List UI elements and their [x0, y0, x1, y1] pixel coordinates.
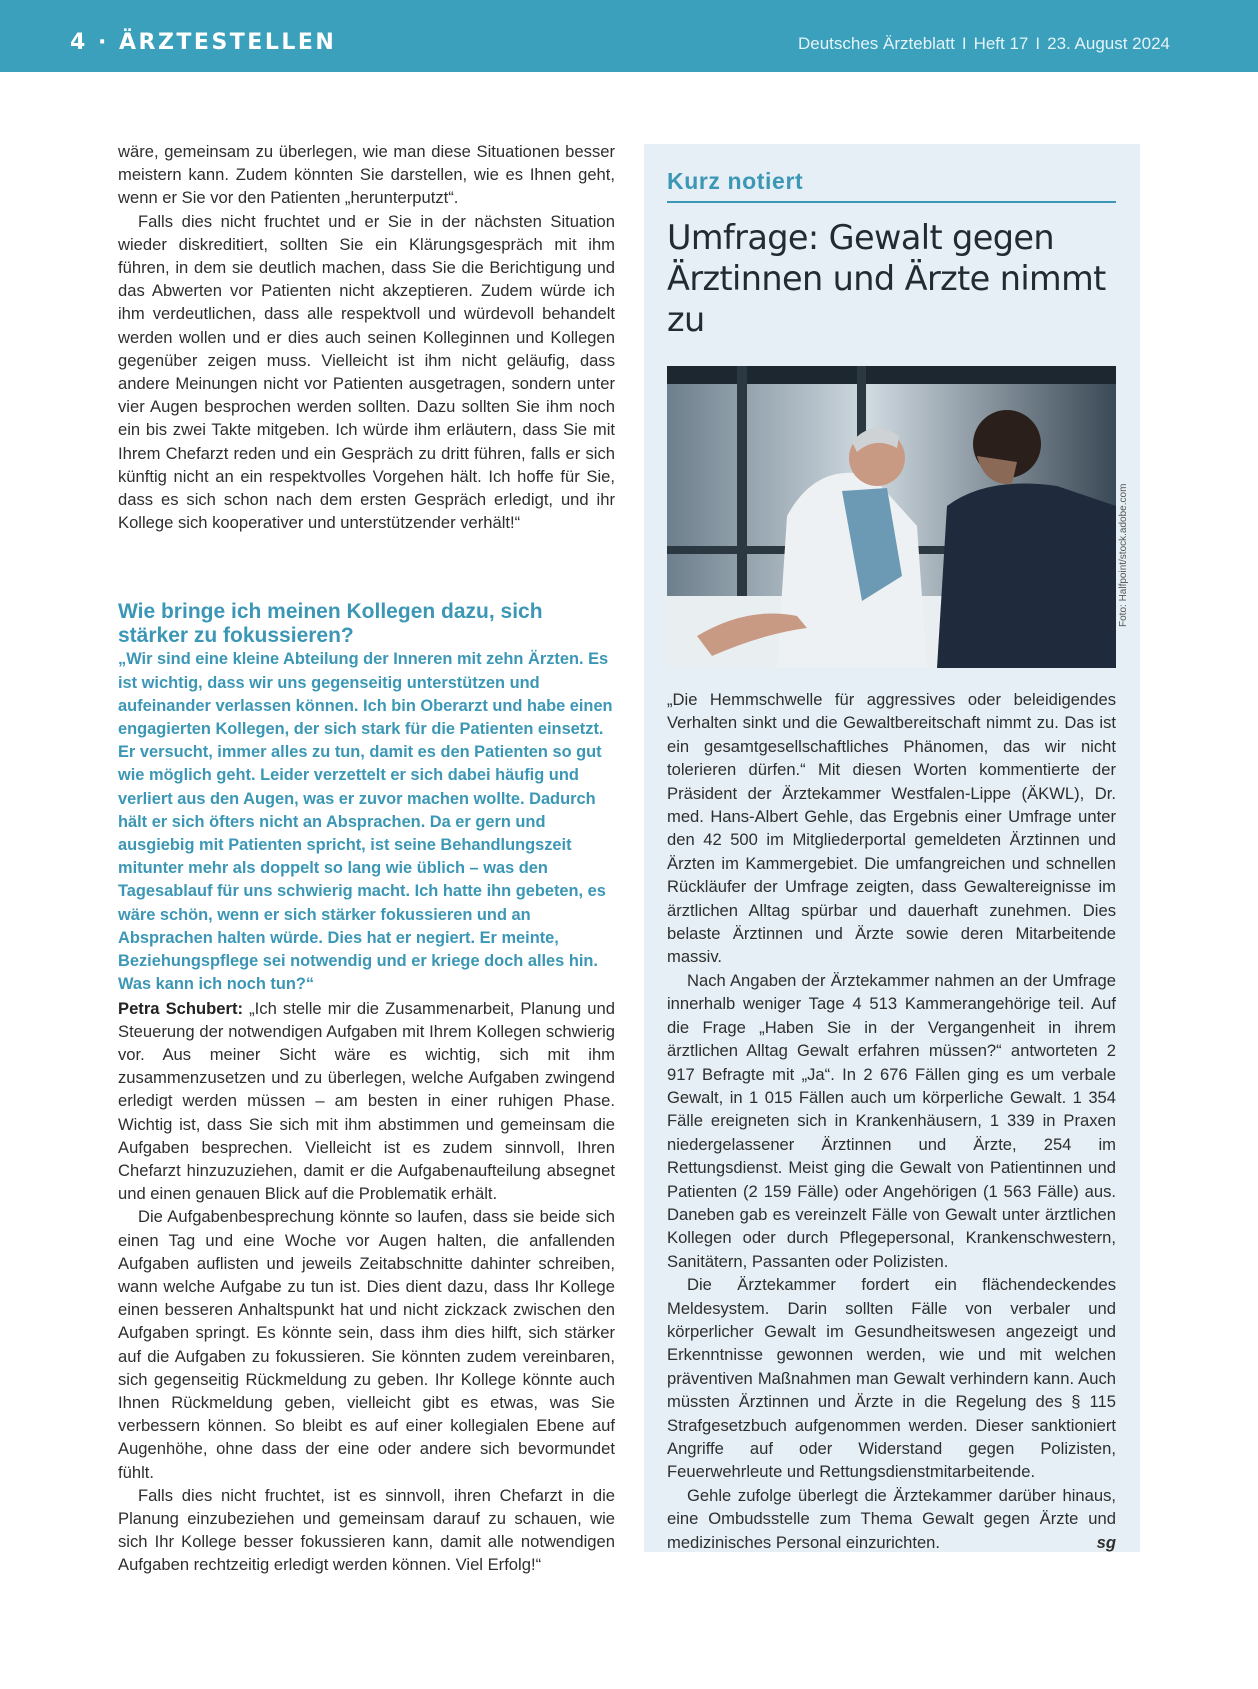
- answer-paragraph-1: [118, 997, 615, 1206]
- box-headline: Umfrage: Gewalt gegen Ärztinnen und Ärzte nimmt zu: [667, 218, 1106, 339]
- box-kicker: Kurz notiert: [667, 168, 1116, 203]
- author-signature: sg: [1096, 1532, 1116, 1552]
- box-paragraph-4: [667, 1484, 1116, 1554]
- box-paragraph-3: Die Ärztekammer fordert ein flächendeckendes Meldesystem. Darin sollten Fälle von verbaler und körperlicher Gewalt im Gesundheitswesen angezeigt und Erkenntnisse gewonnen werden, wie und mit welchen präventiven Maßnahmen man Gewalt verhindern kann. Auch müssten Ärztinnen und Ärzte in die Regelung des § 115 Strafgesetzbuch aufgenommen werden. Dieser sanktioniert Angriffe auf oder Widerstand gegen Polizisten, Feuerwehrleute und Rettungsdienstmitarbeitende.: [667, 1275, 1116, 1482]
- page-header-bar: [0, 0, 1258, 72]
- left-column: [118, 140, 615, 1577]
- box-paragraph-1: „Die Hemmschwelle für aggressives oder beleidigendes Verhalten sinkt und die Gewaltbereitschaft nimmt zu. Das ist ein gesamtgesellschaftliches Phänomen, das wir nicht tolerieren dürfen.“ Mit diesen Worten kommentierte der Präsident der Ärztekammer Westfalen-Lippe (ÄKWL), Dr. med. Hans-Albert Gehle, das Ergebnis einer Umfrage unter den 42 500 im Mitgliederportal gemeldeten Ärztinnen und Ärzten im Kammergebiet. Die umfangreichen und schnellen Rückläufer der Umfrage zeigten, dass Gewaltereignisse im ärztlichen Alltag spürbar und dauerhaft zunehmen. Dies belaste Ärztinnen und Ärzte sowie deren Mitarbeitende massiv.: [667, 690, 1116, 967]
- answer-text-1: „Ich stelle mir die Zusammenarbeit, Planung und Steuerung der notwendigen Aufgaben mit Ihrem Kollegen schwierig vor. Aus meiner Sicht wäre es wichtig, sich mit ihm zusammenzusetzen und zu überlegen, welche Aufgaben zwingend erledigt werden müssen – am besten in einer ruhigen Phase. Wichtig ist, dass Sie sich mit ihm abstimmen und gemeinsam die Aufgaben besprechen. Vielleicht ist es zudem sinnvoll, Ihren Chefarzt hinzuzuziehen, damit er die Aufgabenaufteilung absegnet und einen genauen Blick auf die Problematik erhält.: [118, 998, 615, 1204]
- box-paragraph-4-text: Gehle zufolge überlegt die Ärztekammer darüber hinaus, eine Ombudsstelle zum Thema Gewalt gegen Ärzte und medizinisches Personal einzurichten.: [667, 1485, 1116, 1552]
- photo-illustration: [667, 366, 1116, 668]
- issue-number: Heft 17: [973, 34, 1029, 53]
- left-paragraph-2: Falls dies nicht fruchtet und er Sie in der nächsten Situation wieder diskreditiert, sollten Sie ein Klärungsgespräch mit ihm führen, in dem sie deutlich machen, dass Sie die Berichtigung und das Abwerten vor Patienten nicht akzeptieren. Zudem würde ich ihm verdeutlichen, dass alle respektvoll und würdevoll behandelt werden wollen und er dies auch seinen Kolleginnen und Kollegen gegenüber zeigen muss. Vielleicht ist ihm nicht geläufig, dass andere Meinungen nicht vor Patienten ausgetragen, sondern unter vier Augen besprochen werden sollten. Dazu sollten Sie ihm noch ein bis zwei Takte mitgeben. Ich würde ihm erläutern, dass Sie mit Ihrem Chefarzt reden und ein Gespräch zu dritt führen, falls er sich künftig nicht an ein respektvolles Vorgehen hält. Ich hoffe für Sie, dass es sich schon nach dem ersten Gespräch erledigt, und ihr Kollege sich kooperativer und unterstützender verhält!“: [118, 211, 615, 533]
- photo-credit: [1118, 481, 1128, 627]
- answer-author: Petra Schubert:: [118, 998, 244, 1018]
- journal-name: Deutsches Ärzteblatt: [797, 34, 955, 53]
- section-title: 4 · ÄRZTESTELLEN: [70, 30, 337, 55]
- photo-doctor-confrontation: [667, 366, 1116, 668]
- answer-paragraph-2: Die Aufgabenbesprechung könnte so laufen, dass sie beide sich einen Tag und eine Woche vor Augen halten, die anfallenden Aufgaben auflisten und jeweils Zeitabschnitte dahinter schreiben, wann welche Aufgabe zu tun ist. Dies dient dazu, dass Ihr Kollege einen besseren Anhaltspunkt hat und nicht zickzack zwischen den Aufgaben springt. Es könnte sein, dass ihm dies hilft, sich stärker auf die Aufgaben zu fokussieren. Sie könnten zudem vereinbaren, sich gegenseitig Rückmeldung zu geben. Ihr Kollege könnte auch Ihnen Rückmeldung geben, vielleicht gibt es etwas, was Sie verbessern können. So bleibt es auf einer kollegialen Ebene auf Augenhöhe, ohne dass der eine oder andere sich bevormundet fühlt.: [118, 1207, 615, 1482]
- question-heading: Wie bringe ich meinen Kollegen dazu, sich stärker zu fokussieren?: [118, 600, 543, 648]
- box-body: [667, 688, 1116, 1554]
- issue-info: Deutsches Ärzteblatt I Heft 17 I 23. August 2024: [797, 34, 1170, 53]
- left-paragraph-1: wäre, gemeinsam zu überlegen, wie man diese Situationen besser meistern kann. Zudem könnten Sie darstellen, wie es Ihnen geht, wenn er Sie vor den Patienten „herunterputzt“.: [118, 142, 615, 208]
- box-paragraph-2: Nach Angaben der Ärztekammer nahmen an der Umfrage innerhalb weniger Tage 4 513 Kammerangehörige teil. Auf die Frage „Haben Sie in der Vergangenheit in ihrem ärztlichen Alltag Gewalt erfahren müssen?“ antworteten 2 917 Befragte mit „Ja“. In 2 676 Fällen ging es um verbale Gewalt, in 1 015 Fällen auch um körperliche Gewalt. 1 354 Fälle ereigneten sich in Krankenhäusern, 1 339 in Praxen niedergelassener Ärztinnen und Ärzte, 254 im Rettungsdienst. Meist ging die Gewalt von Patientinnen und Patienten (2 159 Fälle) oder Angehörigen (1 563 Fälle) aus. Daneben gab es vereinzelt Fälle von Gewalt unter ärztlichen Kollegen oder durch Pflegepersonal, Krankenschwestern, Sanitätern, Passanten oder Polizisten.: [667, 970, 1116, 1271]
- answer-paragraph-3: Falls dies nicht fruchtet, ist es sinnvoll, ihren Chefarzt in die Planung einzubeziehen und gemeinsam darauf zu schauen, wie sich Ihr Kollege besser fokussieren kann, damit alle notwendigen Aufgaben rechtzeitig erledigt werden können. Viel Erfolg!“: [118, 1485, 615, 1575]
- issue-date: 23. August 2024: [1047, 34, 1170, 53]
- photo-credit-text: Foto: Halfpoint/stock.adobe.com: [1118, 483, 1129, 627]
- question-text: „Wir sind eine kleine Abteilung der Inneren mit zehn Ärzten. Es ist wichtig, dass wir uns gegenseitig unterstützen und aufeinander verlassen können. Ich bin Oberarzt und habe einen engagierten Kollegen, der sich stark für die Patienten einsetzt. Er versucht, immer alles zu tun, damit es den Patienten so gut wie möglich geht. Leider verzettelt er sich dabei häufig und verliert aus den Augen, was er zuvor machen wollte. Dadurch hält er sich öfters nicht an Absprachen. Da er gern und ausgiebig mit Patienten spricht, ist seine Behandlungszeit mitunter mehr als doppelt so lang wie üblich – was den Tagesablauf für uns schwierig macht. Ich hatte ihn gebeten, es wäre schön, wenn er sich stärker fokussieren und an Absprachen halten würde. Dies hat er negiert. Er meinte, Beziehungspflege sei notwendig und er kriege doch alles hin. Was kann ich noch tun?“: [118, 650, 613, 994]
- news-box: [644, 144, 1140, 1552]
